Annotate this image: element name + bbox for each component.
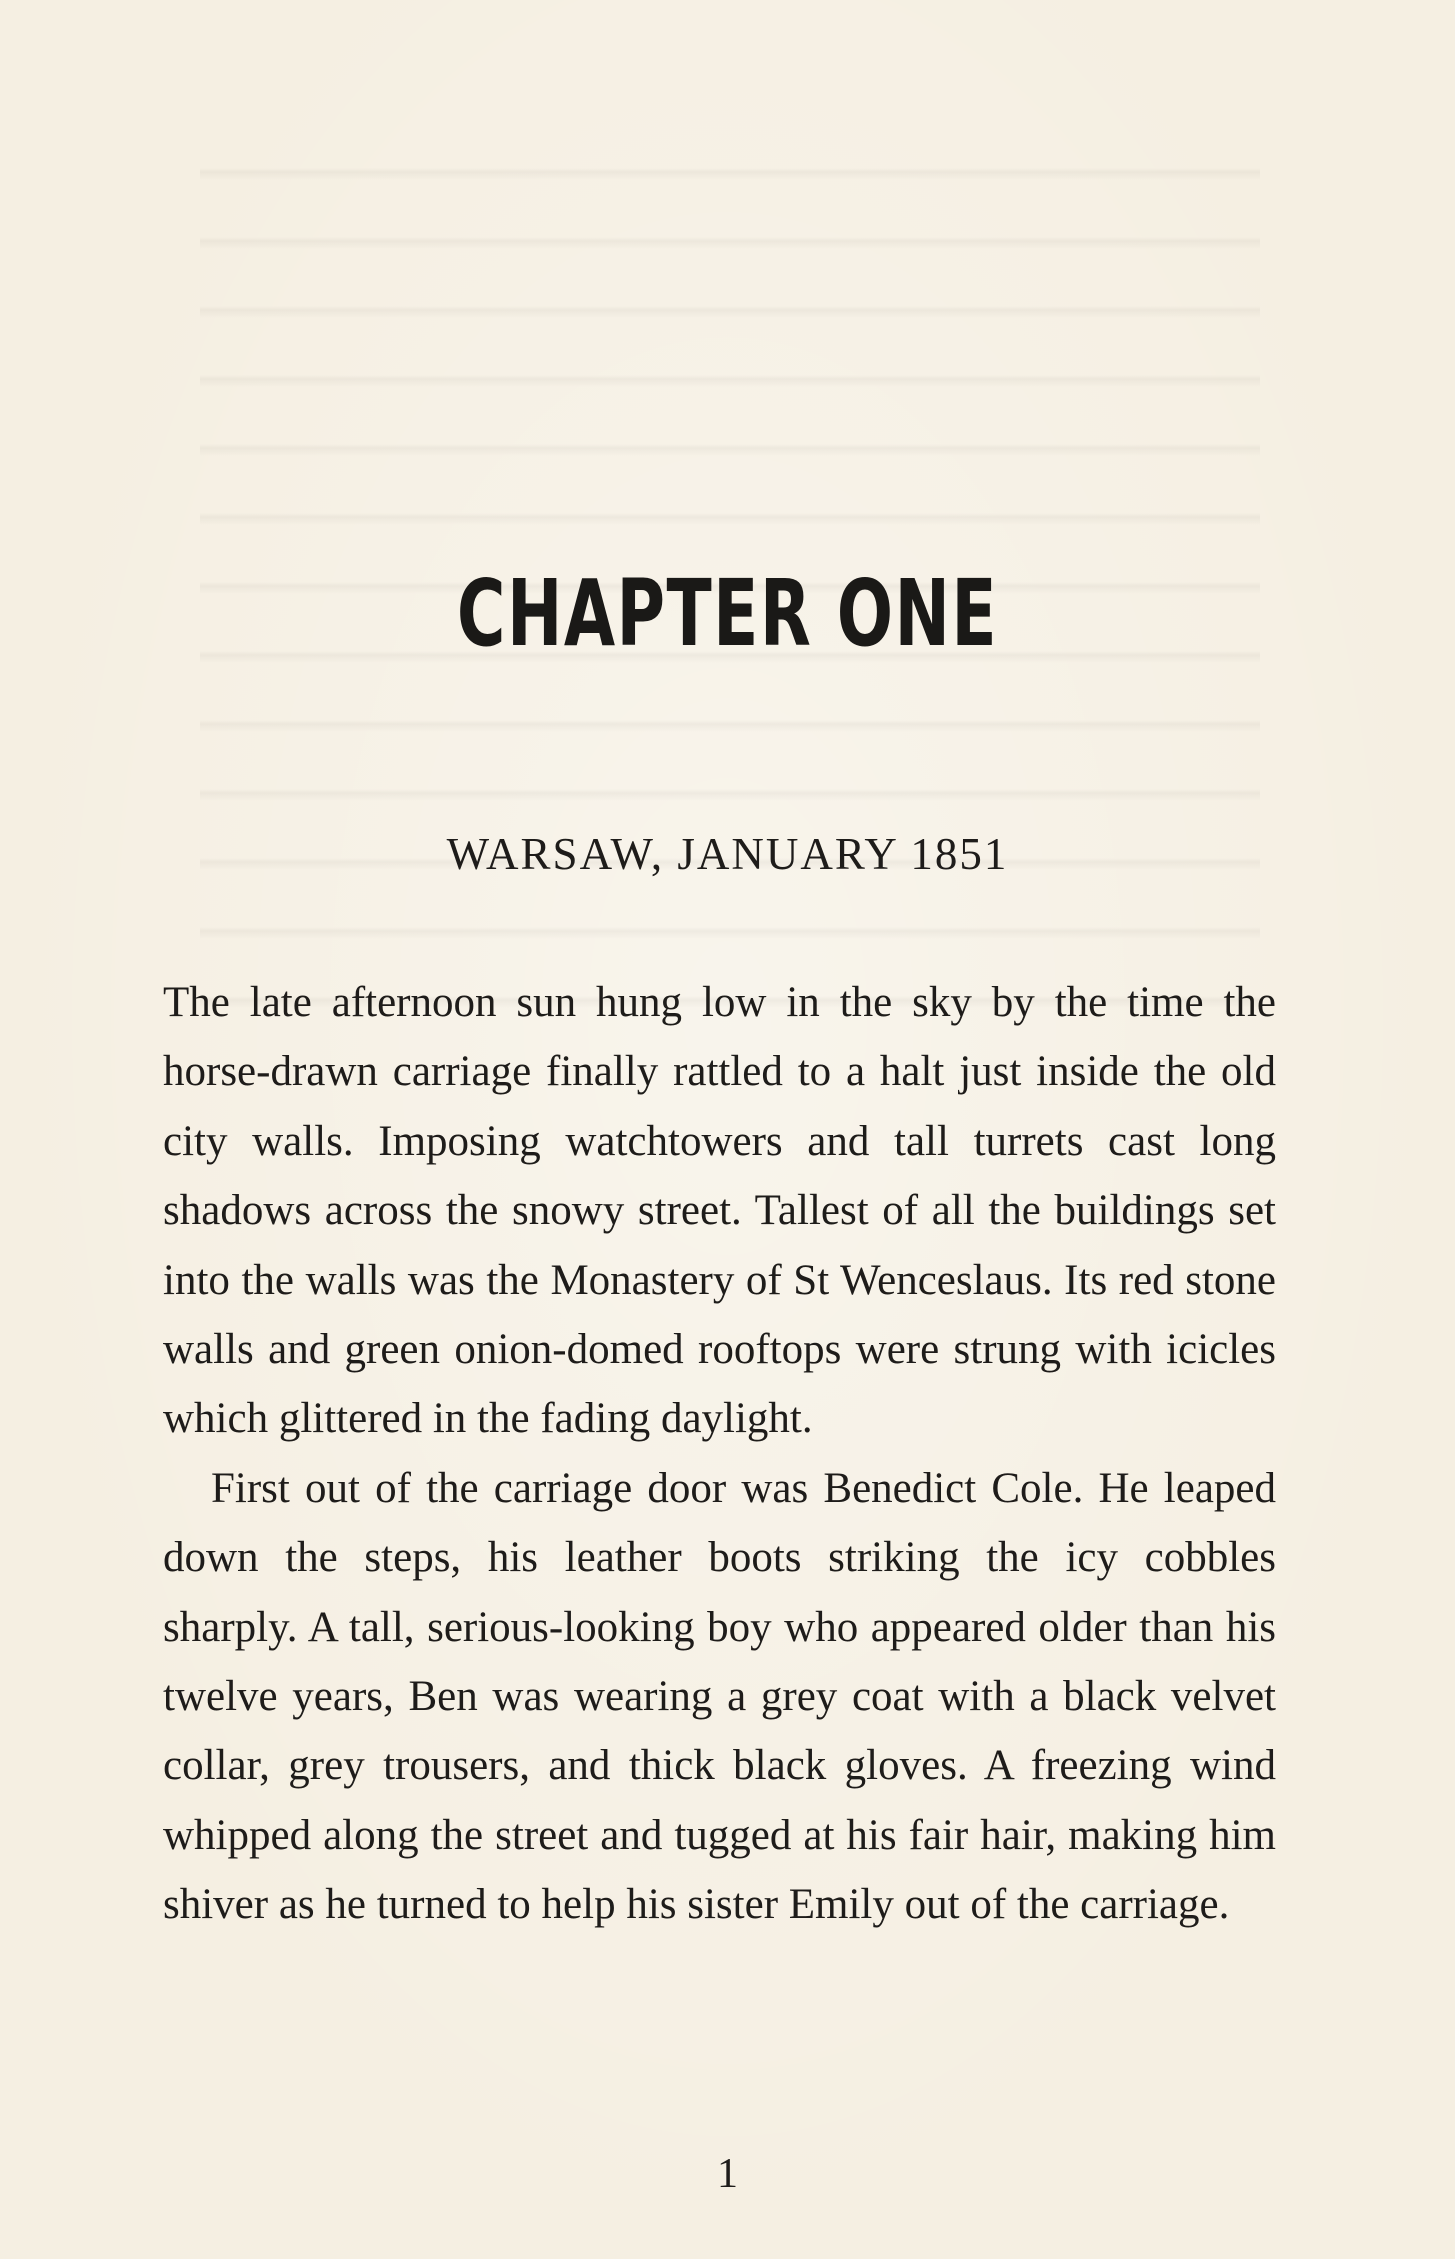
body-text [163, 968, 1276, 1940]
paragraph-2: First out of the carriage door was Benedict Cole. He leaped down the steps, his leather boots striking the icy cobbles sharply. A tall, serious-looking boy who appeared older than his twelve years, Ben was wearing a grey coat with a black velvet collar, grey trousers, and thick black gloves. A freezing wind whipped along the street and tugged at his fair hair, making him shiver as he turned to help his sister Emily out of the carriage. [163, 1464, 1276, 1929]
chapter-subtitle: WARSAW, JANUARY 1851 [446, 829, 1009, 879]
paragraph-1: The late afternoon sun hung low in the sky by the time the horse-drawn carriage finally rattled to a halt just inside the old city walls. Imposing watchtowers and tall turrets cast long shadows across the snowy street. Tallest of all the buildings set into the walls was the Monastery of St Wenceslaus. Its red stone walls and green onion-domed rooftops were strung with icicles which glittered in the fading daylight. [163, 979, 1276, 1443]
page-number: 1 [717, 2151, 738, 2197]
chapter-title: CHAPTER ONE [456, 560, 999, 667]
